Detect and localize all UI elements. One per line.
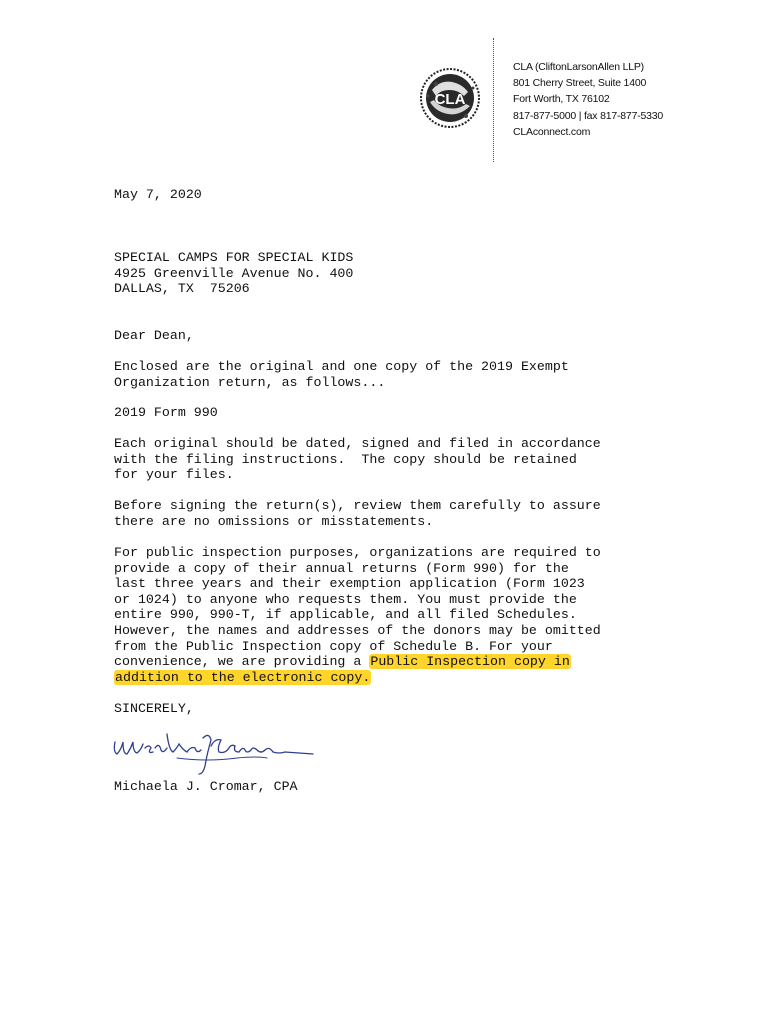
paragraph-line: Before signing the return(s), review them carefully to assure <box>114 498 601 513</box>
recipient-name: SPECIAL CAMPS FOR SPECIAL KIDS <box>114 250 354 265</box>
paragraph-line: entire 990, 990-T, if applicable, and all filed Schedules. <box>114 607 577 623</box>
handwritten-signature <box>107 728 321 782</box>
paragraph-line: For public inspection purposes, organizations are required to <box>114 545 601 560</box>
highlighted-text: Public Inspection copy in <box>370 654 570 670</box>
paragraph-line: Organization return, as follows... <box>114 374 386 390</box>
paragraph-line: However, the names and addresses of the donors may be omitted <box>114 623 601 638</box>
paragraph-line <box>114 670 371 686</box>
paragraph-text: convenience, we are providing a <box>114 654 370 670</box>
firm-address-line2: Fort Worth, TX 76102 <box>513 93 610 106</box>
paragraph-line: for your files. <box>114 467 234 483</box>
paragraph-line: or 1024) to anyone who requests them. You must provide the <box>114 591 577 607</box>
cla-globe-logo-icon <box>418 66 482 130</box>
form-line: 2019 Form 990 <box>114 405 218 420</box>
paragraph-line: with the filing instructions. The copy should be retained <box>114 451 577 467</box>
signatory-name: Michaela J. Cromar, CPA <box>114 779 298 794</box>
firm-name: CLA (CliftonLarsonAllen LLP) <box>513 61 644 73</box>
paragraph-line: Enclosed are the original and one copy of the 2019 Exempt <box>114 359 569 374</box>
paragraph-line <box>114 654 571 670</box>
paragraph-line: from the Public Inspection copy of Schedule B. For your <box>114 638 553 654</box>
highlighted-text: addition to the electronic copy. <box>115 669 371 685</box>
svg-text:CLA: CLA <box>434 91 466 108</box>
recipient-city-state-zip: DALLAS, TX 75206 <box>114 281 250 297</box>
salutation: Dear Dean, <box>114 328 194 343</box>
paragraph-line: there are no omissions or misstatements. <box>114 513 434 529</box>
letterhead-divider <box>493 38 494 162</box>
closing: SINCERELY, <box>114 701 194 716</box>
recipient-street: 4925 Greenville Avenue No. 400 <box>114 265 354 281</box>
letterhead-address-block <box>513 59 663 140</box>
paragraph-line: Each original should be dated, signed and filed in accordance <box>114 436 601 451</box>
firm-phone-fax: 817-877-5000 | fax 817-877-5330 <box>513 109 664 122</box>
firm-website: CLAconnect.com <box>513 125 591 138</box>
letter-date: May 7, 2020 <box>114 187 202 202</box>
firm-address-line1: 801 Cherry Street, Suite 1400 <box>513 77 647 90</box>
paragraph-line: provide a copy of their annual returns (Form 990) for the <box>114 560 569 576</box>
paragraph-line: last three years and their exemption application (Form 1023 <box>114 576 585 592</box>
